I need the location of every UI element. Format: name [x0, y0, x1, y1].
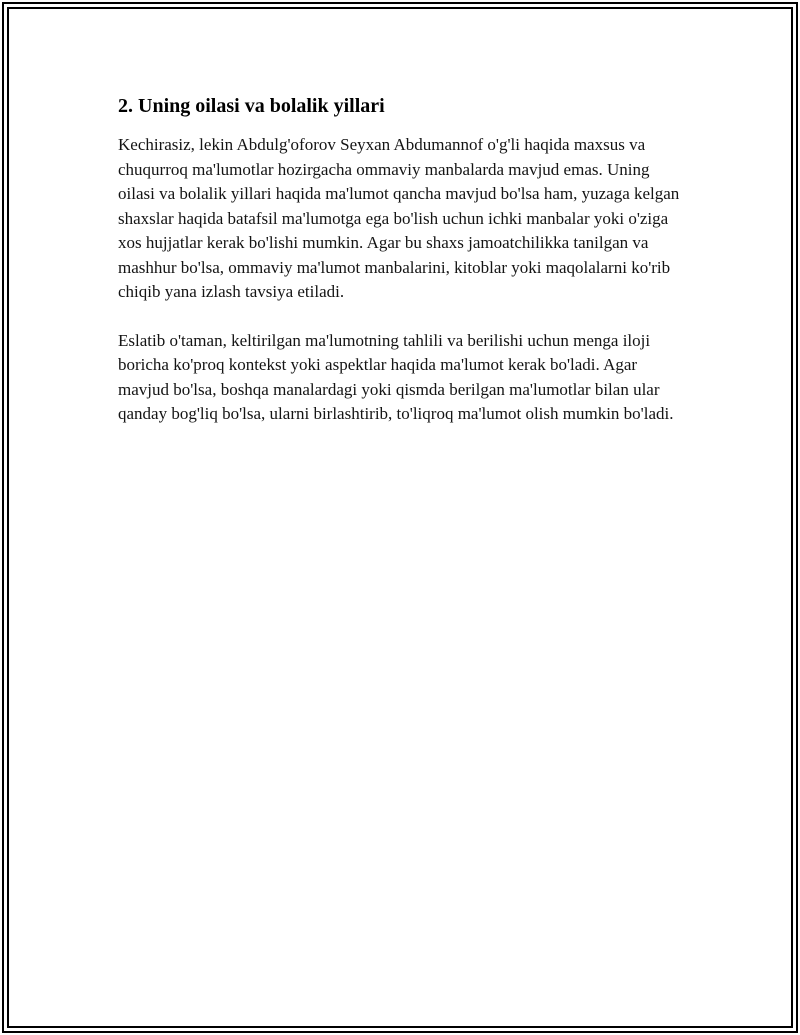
- section-heading: 2. Uning oilasi va bolalik yillari: [118, 95, 385, 117]
- document-body: [118, 92, 688, 451]
- paragraph-2: Eslatib o'taman, keltirilgan ma'lumotning tahlili va berilishi uchun menga iloji boricha ko'proq kontekst yoki aspektlar haqida ma'lumot kerak bo'ladi. Agar mavjud bo'lsa, boshqa manalardagi yoki qismda berilgan ma'lumotlar bilan ular qanday bog'liq bo'lsa, ularni birlashtirib, to'liqroq ma'lumot olish mumkin bo'ladi.: [118, 330, 674, 423]
- paragraph-1: Kechirasiz, lekin Abdulg'oforov Seyxan Abdumannof o'g'li haqida maxsus va chuqurroq ma'lumotlar hozirgacha ommaviy manbalarda mavjud emas. Uning oilasi va bolalik yillari haqida ma'lumot qancha mavjud bo'lsa ham, yuzaga kelgan shaxslar haqida batafsil ma'lumotga ega bo'lish uchun ichki manbalar yoki o'ziga xos hujjatlar kerak bo'lishi mumkin. Agar bu shaxs jamoatchilikka tanilgan va mashhur bo'lsa, ommaviy ma'lumot manbalarini, kitoblar yoki maqolalarni ko'rib chiqib yana izlash tavsiya etiladi.: [118, 135, 680, 301]
